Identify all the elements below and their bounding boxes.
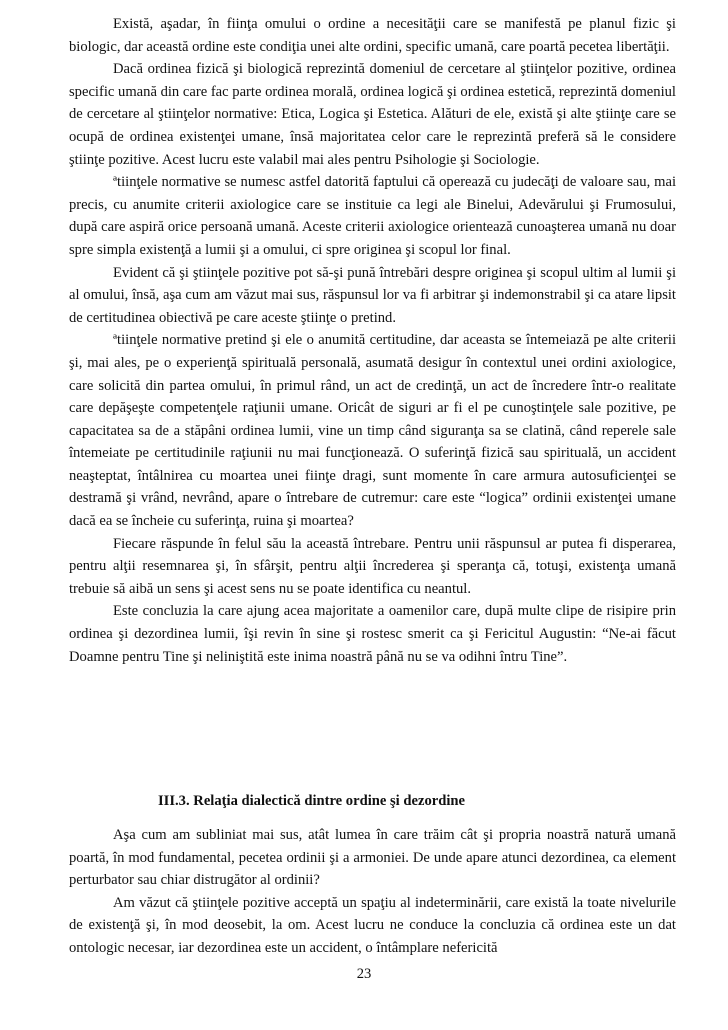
paragraph: Dacă ordinea fizică şi biologică reprezintă domeniul de cercetare al ştiinţelor pozitive, ordinea specific umană din care fac parte ordinea morală, ordinea logică şi ordinea estetică, reprezintă domeniul de cercetare al ştiinţelor normative: Etica, Logica şi Estetica. Alături de ele, există şi alte ştiinţe care se ocupă de ordinea existenţei umane, însă majoritatea celor care le reprezintă preferă să le considere ştiinţe pozitive. Acest lucru este valabil mai ales pentru Psihologie şi Sociologie. [69,61,676,168]
page-number: 23 [356,966,372,982]
section-heading: III.3. Relaţia dialectică dintre ordine şi dezordine [158,793,465,809]
body-text-bottom [69,824,676,960]
paragraph: ªtiinţele normative pretind şi ele o anumită certitudine, dar aceasta se întemeiază pe alte criterii şi, mai ales, pe o experienţă spirituală personală, asumată desigur în contextul unei ordini axiologice, care solicită din partea omului, în primul rând, un act de credinţă, un act de încredere într-o realitate care depăşeşte competenţele raţiunii umane. Oricât de siguri ar fi el pe cunoştinţele sale pozitive, pe capacitatea sa de a stăpâni ordinea lumii, vine un timp când siguranţa sa se clatină, când reperele sale întemeiate pe certitudinile raţiunii nu mai funcţionează. O suferinţă fizică sau spirituală, un accident neaşteptat, întâlnirea cu moartea unei fiinţe dragi, sunt momente în care armura autosuficienţei se destramă şi vrând, nevrând, apare o întrebare de cutremur: care este “logica” ordinii existenţei umane dacă ea se încheie cu suferinţa, ruina şi moartea? [69,332,676,530]
paragraph: ªtiinţele normative se numesc astfel datorită faptului că operează cu judecăţi de valoare sau, mai precis, cu anumite criterii axiologice care se instituie ca legi ale Binelui, Adevărului şi Frumosului, după care aspiră orice persoană umană. Aceste criterii axiologice orientează cunoaşterea umană nu doar spre simpla existenţă a lumii şi a omului, ci spre originea şi scopul lor final. [69,174,676,258]
paragraph: Aşa cum am subliniat mai sus, atât lumea în care trăim cât şi propria noastră natură umană poartă, în mod fundamental, pecetea ordinii şi a armoniei. De unde apare atunci dezordinea, ca element perturbator sau chiar distrugător al ordinii? [69,827,676,889]
paragraph: Am văzut că ştiinţele pozitive acceptă un spaţiu al indeterminării, care există la toate nivelurile de existenţă şi, în mod deosebit, la om. Acest lucru ne conduce la concluzia că ordinea este un dat ontologic necesar, iar dezordinea este un accident, o întâmplare nefericită [69,894,676,956]
body-text-top [69,13,676,668]
paragraph: Evident că şi ştiinţele pozitive pot să-şi pună întrebări despre originea şi scopul ultim al lumii şi al omului, însă, aşa cum am văzut mai sus, răspunsul lor va fi arbitrar şi indemonstrabil şi ca atare lipsit de certitudinea obiectivă pe care aceste ştiinţe o pretind. [69,264,676,326]
paragraph: Este concluzia la care ajung acea majoritate a oamenilor care, după multe clipe de risipire prin ordinea şi dezordinea lumii, îşi revin în sine şi rostesc smerit ca şi Fericitul Augustin: “Ne-ai făcut Doamne pentru Tine şi neliniştită este inima noastră până nu se va odihni întru Tine”. [69,603,676,665]
paragraph: Fiecare răspunde în felul său la această întrebare. Pentru unii răspunsul ar putea fi disperarea, pentru alţii resemnarea şi, în sfârşit, pentru alţii încrederea şi speranţa că, totuşi, existenţa umană trebuie să aibă un sens şi acest sens nu se poate identifica cu neantul. [69,535,676,597]
paragraph: Există, aşadar, în fiinţa omului o ordine a necesităţii care se manifestă pe planul fizic şi biologic, dar această ordine este condiţia unei alte ordini, specific umană, care poartă pecetea libertăţii. [69,16,676,55]
